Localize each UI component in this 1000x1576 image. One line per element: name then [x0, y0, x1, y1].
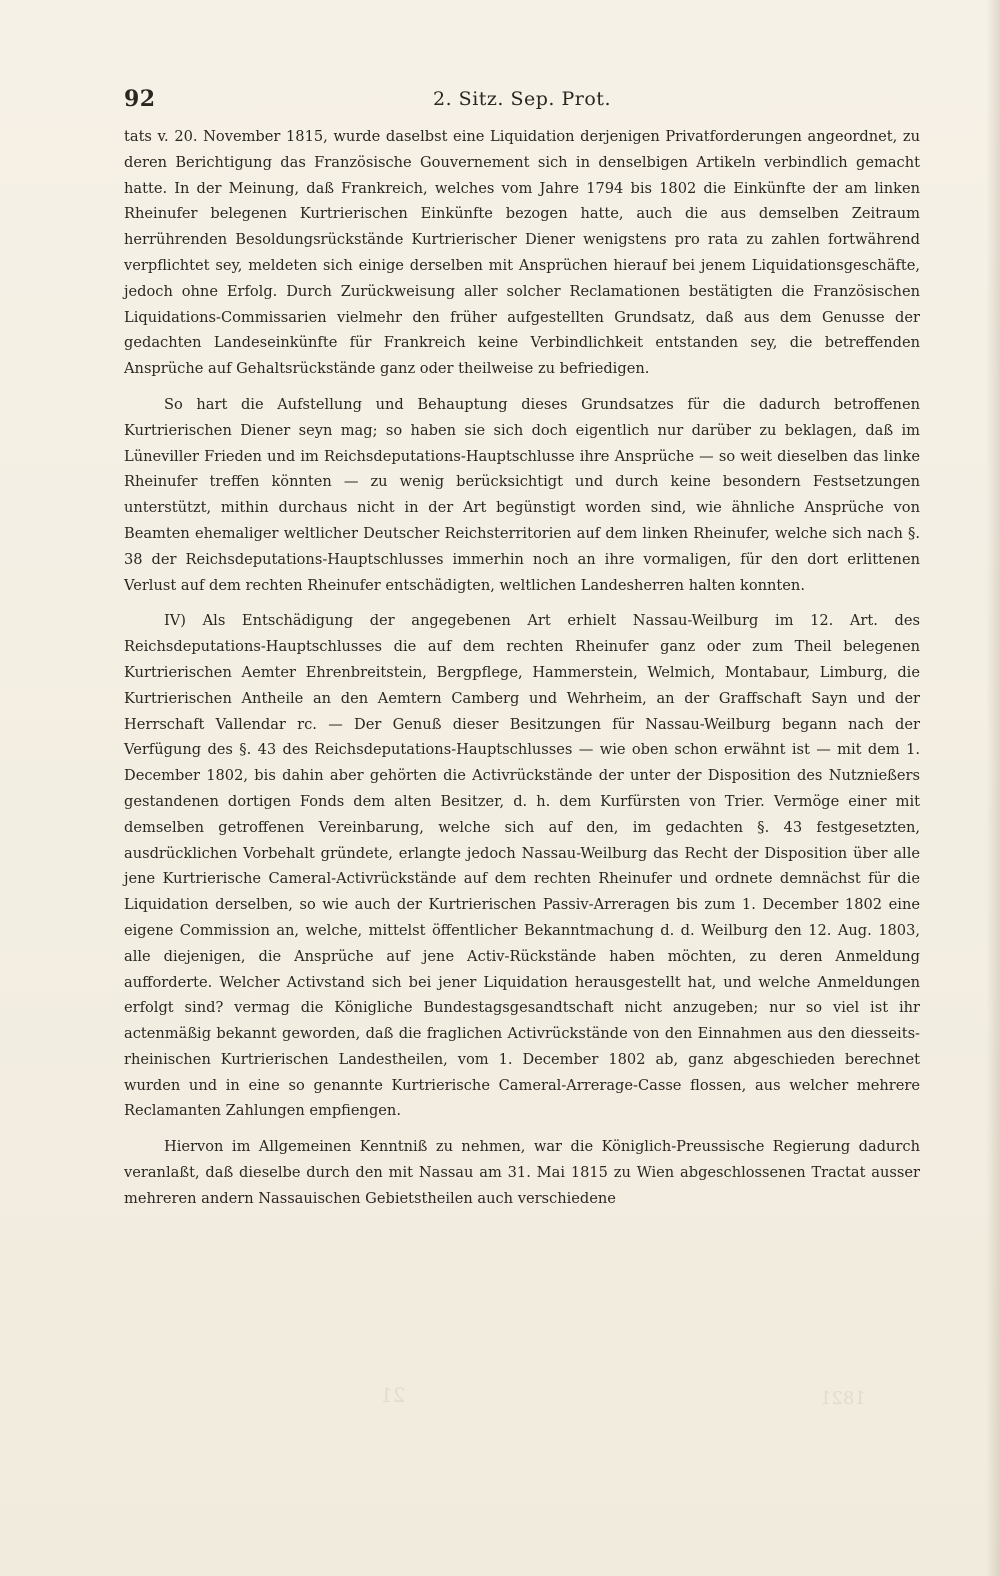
bleed-through-mark-2: 1821 — [820, 1388, 866, 1409]
paragraph-4: Hiervon im Allgemeinen Kenntniß zu nehmen, war die Königlich-Preussische Regierung dadurch veranlaßt, daß dieselbe durch den mit Nassau am 31. Mai 1815 zu Wien abgeschlossenen Tractat ausser mehreren andern Nassauischen Gebietstheilen auch verschiedene — [124, 1138, 920, 1207]
paragraph-1: tats v. 20. November 1815, wurde daselbst eine Liquidation derjenigen Privatforderungen angeordnet, zu deren Berichtigung das Französische Gouvernement sich in denselbigen Artikeln verbindlich gemacht hatte. In der Meinung, daß Frankreich, welches vom Jahre 1794 bis 1802 die Einkünfte der am linken Rheinufer belegenen Kurtrierischen Einkünfte bezogen hatte, auch die aus demselben Zeitraum herrührenden Besoldungsrückstände Kurtrierischer Diener wenigstens pro rata zu zahlen fortwährend verpflichtet sey, meldeten sich einige derselben mit Ansprüchen hierauf bei jenem Liquidationsgeschäfte, jedoch ohne Erfolg. Durch Zurückweisung aller solcher Reclamationen bestätigten die Französischen Liquidations-Commissarien vielmehr den früher aufgestellten Grundsatz, daß aus dem Genusse der gedachten Landeseinkünfte für Frankreich keine Verbindlichkeit entstanden sey, die betreffenden Ansprüche auf Gehaltsrückstände ganz oder theilweise zu befriedigen. — [124, 128, 920, 378]
page-number: 92 — [124, 86, 156, 112]
body-text — [124, 124, 920, 1212]
bleed-through-mark: 21 — [380, 1383, 406, 1407]
running-head: 2. Sitz. Sep. Prot. — [433, 88, 611, 110]
paragraph-3: IV) Als Entschädigung der angegebenen Art erhielt Nassau-Weilburg im 12. Art. des Reichsdeputations-Hauptschlusses die auf dem rechten Rheinufer ganz oder zum Theil belegenen Kurtrierischen Aemter Ehrenbreitstein, Bergpflege, Hammerstein, Welmich, Montabaur, Limburg, die Kurtrierischen Antheile an den Aemtern Camberg und Wehrheim, an der Graffschaft Sayn und der Herrschaft Vallendar rc. — Der Genuß dieser Besitzungen für Nassau-Weilburg begann nach der Verfügung des §. 43 des Reichsdeputations-Hauptschlusses — wie oben schon erwähnt ist — mit dem 1. December 1802, bis dahin aber gehörten die Activrückstände der unter der Disposition des Nutznießers gestandenen dortigen Fonds dem alten Besitzer, d. h. dem Kurfürsten von Trier. Vermöge einer mit demselben getroffenen Vereinbarung, welche sich auf den, im gedachten §. 43 festgesetzten, ausdrücklichen Vorbehalt gründete, erlangte jedoch Nassau-Weilburg das Recht der Disposition über alle jene Kurtrierische Cameral-Activrückstände auf dem rechten Rheinufer und ordnete demnächst für die Liquidation derselben, so wie auch der Kurtrierischen Passiv-Arreragen bis zum 1. December 1802 eine eigene Commission an, welche, mittelst öffentlicher Bekanntmachung d. d. Weilburg den 12. Aug. 1803, alle diejenigen, die Ansprüche auf jene Activ-Rückstände haben möchten, zu deren Anmeldung aufforderte. Welcher Activstand sich bei jener Liquidation herausgestellt hat, und welche Anmeldungen erfolgt sind? vermag die Königliche Bundestagsgesandtschaft nicht anzugeben; nur so viel ist ihr actenmäßig bekannt geworden, daß die fraglichen Activrückstände von den Einnahmen aus den diesseits-rheinischen Kurtrierischen Landestheilen, vom 1. December 1802 ab, ganz abgeschieden berechnet wurden und in eine so genannte Kurtrierische Cameral-Arrerage-Casse flossen, aus welcher mehrere Reclamanten Zahlungen empfiengen. — [124, 612, 920, 1120]
paragraph-2: So hart die Aufstellung und Behauptung dieses Grundsatzes für die dadurch betroffenen Kurtrierischen Diener seyn mag; so haben sie sich doch eigentlich nur darüber zu beklagen, daß im Lüneviller Frieden und im Reichsdeputations-Hauptschlusse ihre Ansprüche — so weit dieselben das linke Rheinufer treffen könnten — zu wenig berücksichtigt und durch keine besondern Festsetzungen unterstützt, mithin durchaus nicht in der Art begünstigt worden sind, wie ähnliche Ansprüche von Beamten ehemaliger weltlicher Deutscher Reichsterritorien auf dem linken Rheinufer, welche sich nach §. 38 der Reichsdeputations-Hauptschlusses immerhin noch an ihre vormaligen, für den dort erlittenen Verlust auf dem rechten Rheinufer entschädigten, weltlichen Landesherren halten konnten. — [124, 395, 920, 594]
page-header — [124, 86, 920, 116]
page-spine-shadow — [986, 0, 1000, 1576]
